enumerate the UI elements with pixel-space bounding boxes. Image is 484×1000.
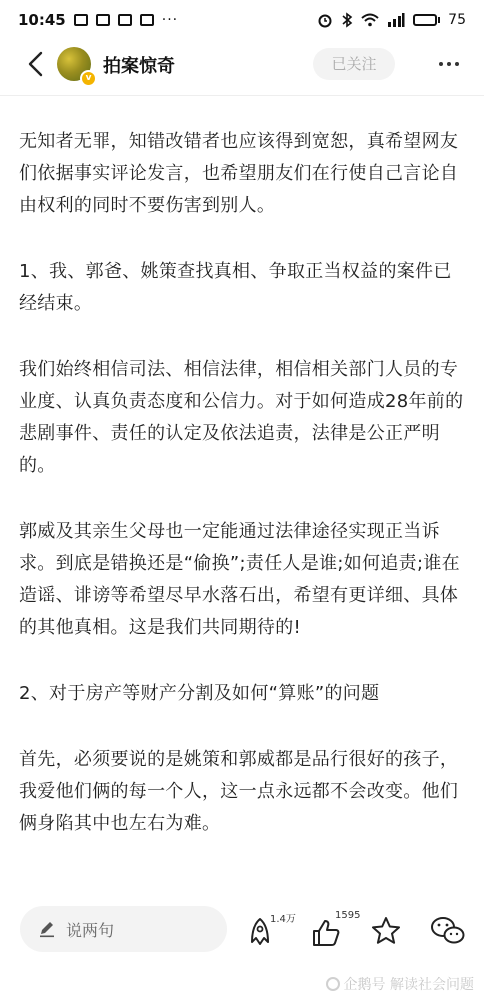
watermark-text: 企鹅号 解读社会问题 bbox=[343, 977, 474, 993]
app-notification-icon bbox=[118, 14, 132, 26]
article-header bbox=[0, 40, 484, 88]
article-body bbox=[19, 126, 469, 874]
comment-placeholder: 说两句 bbox=[66, 920, 115, 940]
message-notification-icon bbox=[140, 14, 154, 26]
status-time: 10:45 bbox=[18, 11, 66, 29]
article-paragraph: 无知者无罪，知错改错者也应该得到宽恕，真希望网友们依据事实评论发言，也希望朋友们在行使自己言论自由权利的同时不要伤害到别人。 bbox=[19, 131, 459, 216]
share-count: 1.4万 bbox=[270, 914, 296, 925]
article-paragraph: 2、对于房产等财产分割及如何“算账”的问题 bbox=[19, 683, 380, 704]
article-paragraph: 郭威及其亲生父母也一定能通过法律途径实现正当诉求。到底是错换还是“偷换”;责任人是谁;如何追责;谁在造谣、诽谤等希望尽早水落石出，希望有更详细、具体的其他真相。这是我们共同期待的! bbox=[19, 521, 460, 638]
follow-button[interactable]: 已关注 bbox=[313, 48, 395, 80]
alarm-icon bbox=[317, 12, 333, 28]
photo-notification-icon bbox=[74, 14, 88, 26]
more-icon[interactable] bbox=[432, 50, 466, 78]
wifi-icon bbox=[361, 13, 379, 27]
battery-icon bbox=[413, 14, 440, 26]
status-left bbox=[18, 11, 178, 29]
favorite-button[interactable] bbox=[371, 910, 405, 950]
wechat-share-button[interactable] bbox=[430, 910, 470, 950]
back-arrow-icon bbox=[27, 51, 45, 77]
status-right bbox=[317, 12, 466, 28]
account-name[interactable]: 拍案惊奇 bbox=[103, 56, 175, 77]
status-bar bbox=[0, 0, 484, 40]
verified-badge-icon: v bbox=[80, 70, 97, 87]
thumbs-up-icon bbox=[311, 918, 341, 948]
star-icon bbox=[371, 916, 401, 946]
penguin-logo-icon bbox=[326, 977, 340, 991]
comment-input[interactable] bbox=[20, 906, 227, 952]
header-divider bbox=[0, 95, 484, 96]
like-button[interactable] bbox=[311, 910, 363, 950]
bottom-action-bar bbox=[0, 902, 484, 958]
battery-level: 75 bbox=[448, 12, 466, 28]
more-notifications-indicator: ··· bbox=[161, 12, 179, 28]
like-count: 1595 bbox=[335, 910, 361, 921]
bluetooth-icon bbox=[341, 12, 353, 28]
wechat-icon bbox=[430, 916, 466, 946]
signal-icon bbox=[387, 13, 405, 27]
article-paragraph: 我们始终相信司法、相信法律，相信相关部门人员的专业度、认真负责态度和公信力。对于如何造成28年前的悲剧事件、责任的认定及依法追责，法律是公正严明的。 bbox=[19, 359, 464, 476]
back-button[interactable] bbox=[22, 50, 50, 78]
article-paragraph: 首先，必须要说的是姚策和郭威都是品行很好的孩子，我爱他们俩的每一个人，这一点永远都不会改变。他们俩身陷其中也左右为难。 bbox=[19, 749, 459, 834]
article-paragraph: 1、我、郭爸、姚策查找真相、争取正当权益的案件已经结束。 bbox=[19, 261, 452, 314]
pen-icon bbox=[38, 920, 56, 938]
watermark bbox=[326, 974, 474, 994]
grid-notification-icon bbox=[96, 14, 110, 26]
share-button[interactable] bbox=[246, 910, 296, 950]
